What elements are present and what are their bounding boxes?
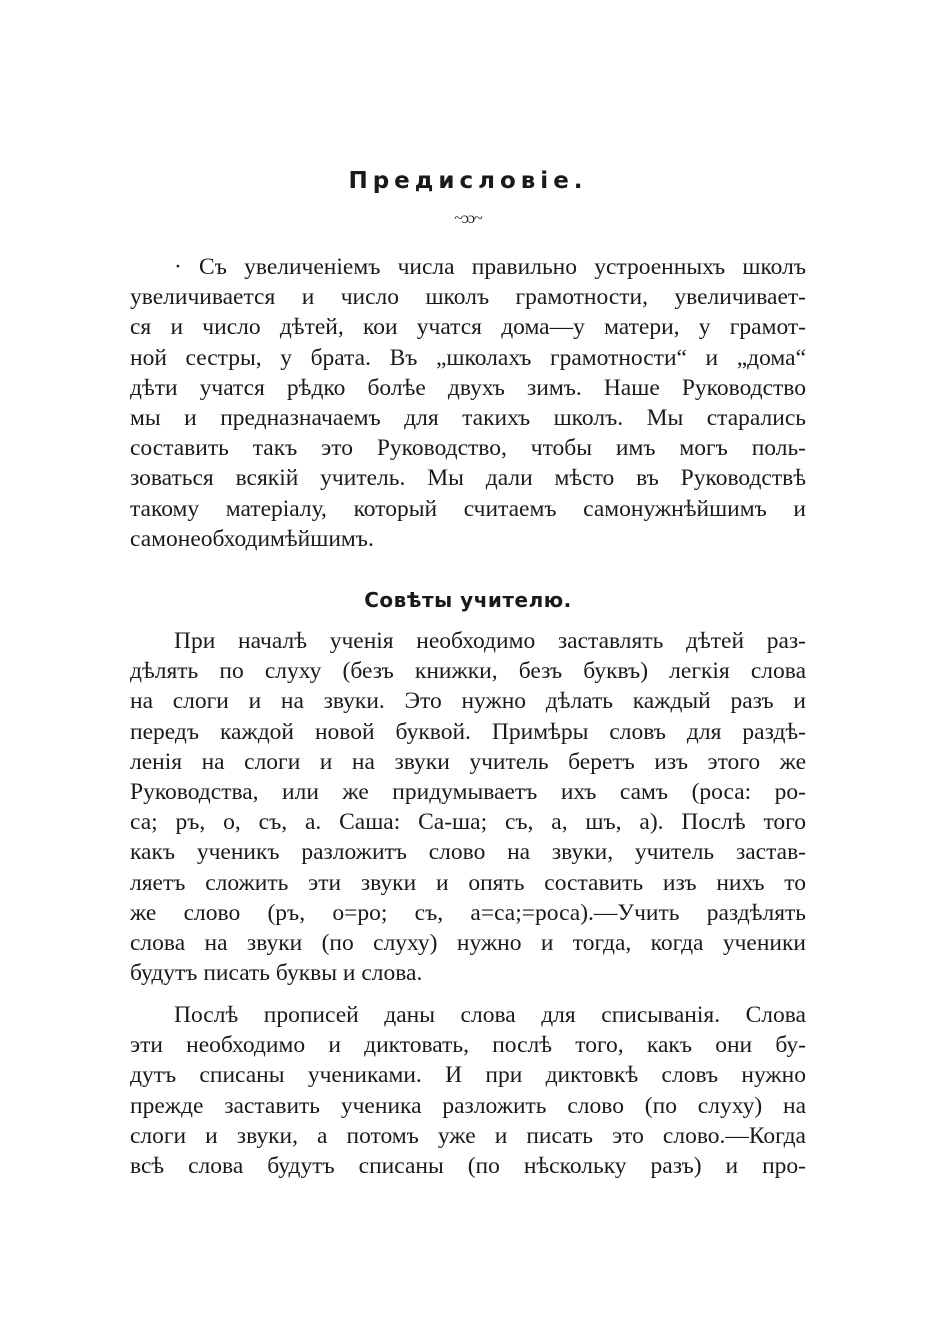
text-line: · Съ увеличенiемъ числа правильно устроенныхъ школъ	[174, 254, 806, 280]
text-line: Послѣ прописей даны слова для списыванiя. Слова	[174, 1002, 806, 1028]
text-line: всѣ слова будутъ списаны (по нѣскольку разъ) и про-	[130, 1153, 806, 1180]
advice-paragraph-2	[130, 1000, 806, 1181]
ornament-divider: ~ɔɔ~	[454, 210, 482, 227]
text-line: При началѣ ученiя необходимо заставлять дѣтей раз-	[174, 628, 806, 654]
text-line: ся и число дѣтей, кои учатся дома—у матери, у грамот-	[130, 314, 806, 341]
text-line: какъ ученикъ разложитъ слово на звуки, учитель застав-	[130, 839, 806, 866]
preface-paragraph	[130, 252, 806, 554]
text-line: эти необходимо и диктовать, послѣ того, какъ они бу-	[130, 1032, 806, 1059]
text-line: увеличивается и число школъ грамотности, увеличивает-	[130, 284, 806, 311]
text-line: дѣти учатся рѣдко болѣе двухъ зимъ. Наше Руководство	[130, 374, 806, 401]
text-line: зоваться всякiй учитель. Мы дали мѣсто въ Руководствѣ	[130, 465, 806, 492]
text-line: са; ръ, о, съ, а. Саша: Са-ша; съ, а, шъ, а). Послѣ того	[130, 809, 806, 836]
text-line: ляетъ сложить эти звуки и опять составить изъ нихъ то	[130, 869, 806, 896]
text-line: мы и предназначаемъ для такихъ школъ. Мы старались	[130, 405, 806, 432]
advice-paragraph-1	[130, 626, 806, 988]
text-line: такому матерiалу, который считаемъ самонужнѣйшимъ и	[130, 495, 806, 522]
text-line: же слово (ръ, о=ро; съ, а=са;=роса).—Учить раздѣлять	[130, 899, 806, 926]
section-heading: Совѣты учителю.	[364, 588, 572, 612]
text-line: составить такъ это Руководство, чтобы имъ могъ поль-	[130, 435, 806, 462]
text-line: ленiя на слоги и на звуки учитель беретъ изъ этого же	[130, 748, 806, 775]
page-title: Предисловiе.	[348, 168, 588, 194]
text-line: слоги и звуки, а потомъ уже и писать это слово.—Когда	[130, 1122, 806, 1149]
text-line: дутъ списаны учениками. И при диктовкѣ словъ нужно	[130, 1062, 806, 1089]
text-line: самонеобходимѣйшимъ.	[130, 525, 374, 552]
text-line: передъ каждой новой буквой. Примѣры словъ для раздѣ-	[130, 718, 806, 745]
text-line: слова на звуки (по слуху) нужно и тогда, когда ученики	[130, 930, 806, 957]
text-line: ной сестры, у брата. Въ „школахъ грамотности“ и „дома“	[130, 344, 806, 371]
text-line: Руководства, или же придумываетъ ихъ самъ (роса: ро-	[130, 779, 806, 806]
text-line: будутъ писать буквы и слова.	[130, 960, 423, 987]
text-line: на слоги и на звуки. Это нужно дѣлать каждый разъ и	[130, 688, 806, 715]
text-line: дѣлять по слуху (безъ книжки, безъ буквъ) легкiя слова	[130, 658, 806, 685]
text-line: прежде заставить ученика разложить слово (по слуху) на	[130, 1092, 806, 1119]
